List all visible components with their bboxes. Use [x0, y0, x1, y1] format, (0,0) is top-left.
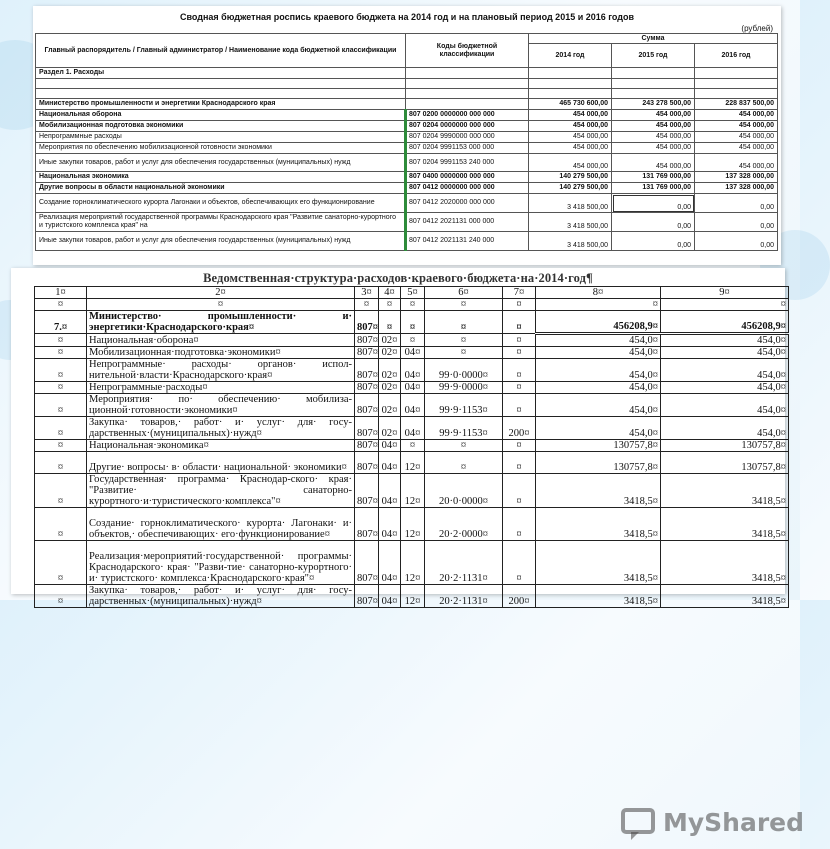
row-value-cell: ¤ [503, 508, 536, 541]
row-value-cell: 3418,5¤ [661, 508, 789, 541]
departmental-structure-heading: Ведомственная·структура·расходов·краевого·бюджета·на·2014·год¶ [203, 271, 593, 285]
row-value-cell: 807¤ [355, 541, 379, 585]
departmental-rows [35, 311, 789, 608]
row-value-cell: 807¤ [355, 311, 379, 334]
row-value-cell: ¤ [35, 334, 87, 347]
row-value-cell: ¤ [503, 311, 536, 334]
row-value-cell: 02¤ [379, 334, 401, 347]
row-name-cell: Мобилизационная·подготовка·экономики¤ [87, 347, 355, 359]
row-value-cell: ¤ [35, 541, 87, 585]
row-name-cell: Создание· горноклиматического· курорта· Лагонаки· и· объектов,· обеспечивающих· его·функционирование¤ [87, 508, 355, 541]
table-row: Национальная экономика 807 0400 0000000 000 000 140 279 500,00 131 769 000,00 137 328 000,00 [36, 172, 778, 183]
table-row: Национальная оборона 807 0200 0000000 000 000 454 000,00 454 000,00 454 000,00 [36, 110, 778, 121]
units-label: (рублей) [741, 24, 773, 33]
row-value-cell: 456208,9¤ [661, 311, 789, 334]
row-value-cell: 04¤ [379, 541, 401, 585]
row-value-cell: 130757,8¤ [661, 440, 789, 452]
row-value-cell: ¤ [35, 394, 87, 417]
column-number-row: 1¤ 2¤ 3¤ 4¤ 5¤ 6¤ 7¤ 8¤ 9¤ [35, 287, 789, 299]
budget-table [35, 33, 778, 251]
row-value-cell: 807¤ [355, 394, 379, 417]
row-value-cell: ¤ [35, 585, 87, 608]
row-name-cell: Непрограммные·расходы¤ [87, 382, 355, 394]
row-value-cell: ¤ [503, 347, 536, 359]
header-2014: 2014 год [529, 44, 612, 68]
row-value-cell: 807¤ [355, 508, 379, 541]
row-value-cell: 454,0¤ [536, 382, 661, 394]
row-value-cell: 20·2·1131¤ [425, 585, 503, 608]
row-name-cell: Другие· вопросы· в· области· национальной· экономики¤ [87, 452, 355, 474]
row-value-cell: 02¤ [379, 394, 401, 417]
table-row [35, 311, 789, 334]
row-value-cell: 04¤ [379, 474, 401, 508]
table-row: Мероприятия по обеспечению мобилизационной готовности экономики 807 0204 9991153 000 000 454 000,00 454 000,00 454 000,00 [36, 143, 778, 154]
row-value-cell: 807¤ [355, 359, 379, 382]
row-value-cell: ¤ [503, 359, 536, 382]
table-row [35, 417, 789, 440]
table-row [35, 347, 789, 359]
row-value-cell: 807¤ [355, 347, 379, 359]
row-value-cell: 99·9·0000¤ [425, 382, 503, 394]
row-value-cell: ¤ [35, 452, 87, 474]
row-value-cell: ¤ [35, 382, 87, 394]
table-row [35, 508, 789, 541]
row-value-cell: ¤ [425, 334, 503, 347]
row-value-cell: 04¤ [379, 440, 401, 452]
row-value-cell: ¤ [35, 359, 87, 382]
row-value-cell: 807¤ [355, 417, 379, 440]
row-value-cell: 3418,5¤ [536, 474, 661, 508]
row-value-cell: 99·9·1153¤ [425, 417, 503, 440]
header-sum: Сумма [529, 34, 778, 44]
row-value-cell: 456208,9¤ [536, 311, 661, 334]
row-value-cell: ¤ [503, 382, 536, 394]
row-value-cell: 3418,5¤ [536, 541, 661, 585]
row-value-cell: 130757,8¤ [536, 452, 661, 474]
row-value-cell: ¤ [425, 311, 503, 334]
table-row: Реализация мероприятий государственной программы Краснодарского края "Развитие санаторно-курортного и туристского комплекса края" на 807 0412 2021131 000 000 3 418 500,00 0,00 0,00 [36, 213, 778, 232]
table-row: Иные закупки товаров, работ и услуг для обеспечения государственных (муниципальных) нужд 807 0412 2021131 240 000 3 418 500,00 0,00 0,00 [36, 232, 778, 251]
row-value-cell: 454,0¤ [536, 417, 661, 440]
row-value-cell: 807¤ [355, 440, 379, 452]
row-value-cell: 12¤ [401, 452, 425, 474]
row-value-cell: 04¤ [401, 347, 425, 359]
row-value-cell: 200¤ [503, 417, 536, 440]
table-row [35, 394, 789, 417]
row-value-cell: 454,0¤ [536, 394, 661, 417]
table-row [35, 334, 789, 347]
row-value-cell: 04¤ [379, 508, 401, 541]
row-value-cell: 04¤ [401, 417, 425, 440]
row-value-cell: 807¤ [355, 585, 379, 608]
row-name-cell: Закупка· товаров,· работ· и· услуг· для· госу-дарственных·(муниципальных)·нужд¤ [87, 585, 355, 608]
row-value-cell: 99·9·1153¤ [425, 394, 503, 417]
myshared-watermark: MyShared [621, 804, 791, 844]
row-value-cell: ¤ [379, 311, 401, 334]
row-value-cell: 807¤ [355, 382, 379, 394]
row-value-cell: 04¤ [401, 394, 425, 417]
row-value-cell: 3418,5¤ [661, 585, 789, 608]
row-value-cell: 02¤ [379, 417, 401, 440]
row-value-cell: ¤ [425, 347, 503, 359]
table-row: Непрограммные расходы 807 0204 9990000 000 000 454 000,00 454 000,00 454 000,00 [36, 132, 778, 143]
row-value-cell: ¤ [35, 347, 87, 359]
row-value-cell: 454,0¤ [661, 347, 789, 359]
row-value-cell: 807¤ [355, 474, 379, 508]
row-value-cell: 02¤ [379, 382, 401, 394]
row-value-cell: ¤ [35, 474, 87, 508]
consolidated-budget-sheet [33, 6, 781, 265]
table-row: Министерство промышленности и энергетики Краснодарского края 465 730 600,00 243 278 500,00 228 837 500,00 [36, 99, 778, 110]
row-value-cell: ¤ [35, 417, 87, 440]
row-value-cell: 7.¤ [35, 311, 87, 334]
departmental-structure-sheet [11, 268, 805, 837]
row-value-cell: 02¤ [379, 359, 401, 382]
row-value-cell: 04¤ [401, 382, 425, 394]
row-value-cell: 454,0¤ [661, 382, 789, 394]
table-row: Мобилизационная подготовка экономики 807 0204 0000000 000 000 454 000,00 454 000,00 454 000,00 [36, 121, 778, 132]
header-codes: Коды бюджетной классификации [406, 34, 529, 68]
table-row [35, 359, 789, 382]
row-value-cell: 454,0¤ [536, 347, 661, 359]
empty-row: ¤ ¤ ¤ ¤ ¤ ¤ ¤ ¤ ¤ [35, 299, 789, 311]
row-value-cell: 12¤ [401, 541, 425, 585]
row-value-cell: ¤ [503, 440, 536, 452]
row-value-cell: 454,0¤ [536, 359, 661, 382]
row-value-cell: ¤ [425, 440, 503, 452]
table-row: Другие вопросы в области национальной экономики 807 0412 0000000 000 000 140 279 500,00 131 769 000,00 137 328 000,00 [36, 183, 778, 194]
row-value-cell: 454,0¤ [536, 334, 661, 347]
row-value-cell: ¤ [503, 334, 536, 347]
table-row [35, 585, 789, 608]
row-value-cell: ¤ [401, 311, 425, 334]
table-row: Создание горноклиматического курорта Лагонаки и объектов, обеспечивающих его функционирование 807 0412 2020000 000 000 3 418 500,00 0,00 0,00 [36, 194, 778, 213]
table-row [35, 541, 789, 585]
row-name-cell: Государственная· программа· Краснодар-ского· края· "Развитие· санаторно-курортного·и·туристического·комплекса"¤ [87, 474, 355, 508]
table-row: Иные закупки товаров, работ и услуг для обеспечения государственных (муниципальных) нужд 807 0204 9991153 240 000 454 000,00 454 000,00 454 000,00 [36, 154, 778, 172]
watermark-logo-icon [621, 804, 661, 844]
header-2016: 2016 год [695, 44, 778, 68]
row-value-cell: 20·2·1131¤ [425, 541, 503, 585]
row-value-cell: 3418,5¤ [536, 508, 661, 541]
row-value-cell: 20·0·0000¤ [425, 474, 503, 508]
row-name-cell: Непрограммные· расходы· органов· испол-нительной·власти·Краснодарского·края¤ [87, 359, 355, 382]
row-value-cell: 454,0¤ [661, 359, 789, 382]
row-name-cell: Реализация·мероприятий·государственной· программы· Краснодарского· края· "Разви-тие· санаторно-курортного· и· туристского· комплекса·Краснодарского·края"¤ [87, 541, 355, 585]
table-row [35, 474, 789, 508]
row-value-cell: ¤ [401, 334, 425, 347]
row-value-cell: 04¤ [401, 359, 425, 382]
row-value-cell: 04¤ [379, 452, 401, 474]
row-value-cell: 200¤ [503, 585, 536, 608]
row-value-cell: 3418,5¤ [661, 541, 789, 585]
row-value-cell: 12¤ [401, 474, 425, 508]
departmental-table [34, 286, 789, 608]
row-value-cell: ¤ [401, 440, 425, 452]
row-value-cell: 12¤ [401, 508, 425, 541]
row-name-cell: Мероприятия· по· обеспечению· мобилиза-ционной·готовности·экономики¤ [87, 394, 355, 417]
row-value-cell: ¤ [503, 541, 536, 585]
table-row [35, 382, 789, 394]
row-name-cell: Национальная·экономика¤ [87, 440, 355, 452]
row-value-cell: 02¤ [379, 347, 401, 359]
row-value-cell: 12¤ [401, 585, 425, 608]
row-value-cell: 04¤ [379, 585, 401, 608]
selected-cell[interactable]: 0,00 [612, 194, 695, 213]
row-value-cell: 3418,5¤ [536, 585, 661, 608]
row-value-cell: ¤ [503, 394, 536, 417]
row-name-cell: Министерство· промышленности· и· энергетики·Краснодарского·края¤ [87, 311, 355, 334]
header-2015: 2015 год [612, 44, 695, 68]
row-value-cell: 99·0·0000¤ [425, 359, 503, 382]
row-value-cell: 454,0¤ [661, 394, 789, 417]
row-value-cell: 807¤ [355, 452, 379, 474]
row-name-cell: Закупка· товаров,· работ· и· услуг· для· госу-дарственных·(муниципальных)·нужд¤ [87, 417, 355, 440]
row-value-cell: 130757,8¤ [536, 440, 661, 452]
table-row [35, 452, 789, 474]
section-label: Раздел 1. Расходы [36, 68, 406, 79]
row-value-cell: ¤ [503, 474, 536, 508]
row-value-cell: 454,0¤ [661, 417, 789, 440]
row-value-cell: 130757,8¤ [661, 452, 789, 474]
row-value-cell: ¤ [425, 452, 503, 474]
row-value-cell: ¤ [35, 508, 87, 541]
row-value-cell: 3418,5¤ [661, 474, 789, 508]
row-value-cell: ¤ [35, 440, 87, 452]
budget-sheet-title: Сводная бюджетная роспись краевого бюджета на 2014 год и на плановый период 2015 и 2016 годов [179, 12, 635, 22]
table-row [35, 440, 789, 452]
header-name: Главный распорядитель / Главный администратор / Наименование кода бюджетной классификации [36, 34, 406, 68]
row-value-cell: ¤ [503, 452, 536, 474]
row-value-cell: 807¤ [355, 334, 379, 347]
row-value-cell: 20·2·0000¤ [425, 508, 503, 541]
row-value-cell: 454,0¤ [661, 334, 789, 347]
row-name-cell: Национальная·оборона¤ [87, 334, 355, 347]
